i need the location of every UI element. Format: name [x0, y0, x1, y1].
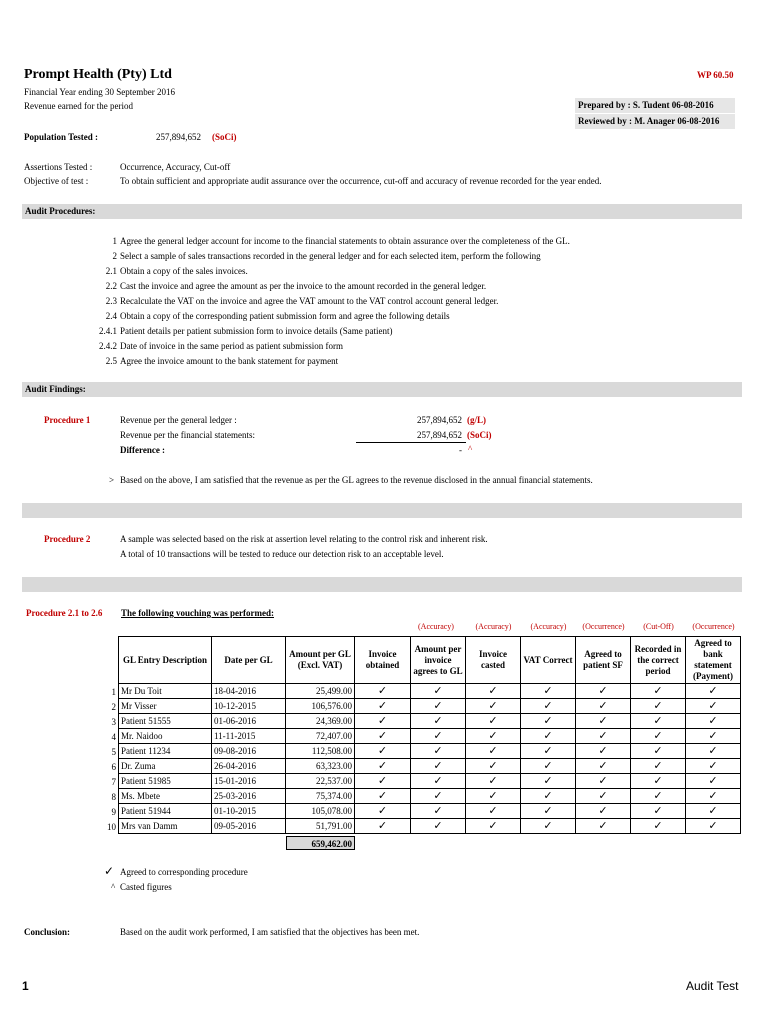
amount-cell: 63,323.00	[286, 759, 355, 774]
amount-cell: 25,499.00	[286, 684, 355, 699]
check-icon: ✓	[631, 684, 686, 699]
population-ref: (SoCi)	[212, 132, 237, 142]
check-icon: ✓	[355, 729, 411, 744]
separator-bar	[22, 577, 742, 592]
check-icon: ✓	[411, 714, 466, 729]
check-icon: ✓	[411, 744, 466, 759]
sum-line	[356, 442, 466, 444]
check-icon: ✓	[631, 729, 686, 744]
check-icon: ✓	[631, 804, 686, 819]
check-icon: ✓	[686, 744, 741, 759]
date-cell: 15-01-2016	[212, 774, 286, 789]
check-icon: ✓	[411, 804, 466, 819]
step-text: Date of invoice in the same period as patient submission form	[120, 341, 343, 351]
category-label: (Accuracy)	[418, 622, 454, 631]
row-number: 1	[111, 687, 116, 697]
step-number: 2	[112, 251, 117, 261]
prepared-by	[575, 98, 735, 113]
table-row	[119, 744, 741, 759]
check-icon: ✓	[686, 819, 741, 834]
desc-cell: Mr Du Toit	[119, 684, 212, 699]
desc-cell: Mr. Naidoo	[119, 729, 212, 744]
check-icon: ✓	[521, 684, 576, 699]
fs-label: Revenue per the financial statements:	[120, 430, 255, 440]
check-icon: ✓	[466, 789, 521, 804]
category-label: (Accuracy)	[530, 622, 567, 631]
check-icon: ✓	[631, 789, 686, 804]
check-icon: ✓	[521, 729, 576, 744]
desc-cell: Mrs van Damm	[119, 819, 212, 834]
amount-cell: 105,078.00	[286, 804, 355, 819]
check-icon: ✓	[631, 774, 686, 789]
check-icon: ✓	[355, 759, 411, 774]
footer-title: Audit Test	[686, 979, 739, 993]
working-paper-ref: WP 60.50	[697, 70, 734, 80]
amount-cell: 51,791.00	[286, 819, 355, 834]
check-icon: ✓	[576, 744, 631, 759]
table-row	[119, 759, 741, 774]
gl-value: 257,894,652	[417, 415, 462, 425]
step-text: Patient details per patient submission form to invoice details (Same patient)	[120, 326, 393, 336]
diff-label: Difference :	[120, 445, 166, 455]
objective-label: Objective of test :	[24, 176, 89, 186]
check-icon: ✓	[411, 684, 466, 699]
check-icon: ✓	[466, 819, 521, 834]
check-icon: ✓	[411, 774, 466, 789]
check-icon: ✓	[576, 819, 631, 834]
table-row	[119, 804, 741, 819]
column-header: VAT Correct	[521, 637, 576, 684]
step-number: 1	[112, 236, 117, 246]
check-icon: ✓	[576, 759, 631, 774]
check-icon: ✓	[576, 699, 631, 714]
step-number: 2.3	[105, 296, 117, 306]
separator-bar	[22, 503, 742, 518]
desc-cell: Patient 51944	[119, 804, 212, 819]
vouching-table	[118, 636, 741, 834]
check-icon: ✓	[411, 729, 466, 744]
check-icon: ✓	[355, 684, 411, 699]
desc-cell: Ms. Mbete	[119, 789, 212, 804]
table-row	[119, 684, 741, 699]
gl-ref: (g/L)	[467, 415, 486, 425]
procedure-1-note: Based on the above, I am satisfied that the revenue as per the GL agrees to the revenue disclosed in the annual financial statements.	[120, 475, 593, 485]
column-header: Invoice obtained	[355, 637, 411, 684]
check-icon: ✓	[411, 759, 466, 774]
date-cell: 09-08-2016	[212, 744, 286, 759]
check-icon: ✓	[686, 759, 741, 774]
check-icon: ✓	[576, 804, 631, 819]
column-header: Agreed to bank statement (Payment)	[686, 637, 741, 684]
table-row	[119, 699, 741, 714]
check-icon: ✓	[576, 789, 631, 804]
check-icon: ✓	[686, 699, 741, 714]
procedure-1-label: Procedure 1	[44, 415, 91, 425]
desc-cell: Dr. Zuma	[119, 759, 212, 774]
assertions-label: Assertions Tested :	[24, 162, 93, 172]
check-icon: ✓	[466, 684, 521, 699]
step-text: Agree the general ledger account for income to the financial statements to obtain assurance over the completeness of the GL.	[120, 236, 570, 246]
check-icon: ✓	[355, 789, 411, 804]
check-icon: ✓	[521, 774, 576, 789]
row-number: 8	[111, 792, 116, 802]
check-icon: ✓	[686, 684, 741, 699]
column-header: Invoice casted	[466, 637, 521, 684]
amount-total: 659,462.00	[286, 836, 355, 850]
amount-cell: 106,576.00	[286, 699, 355, 714]
category-label: (Occurrence)	[582, 622, 625, 631]
conclusion-text: Based on the audit work performed, I am satisfied that the objectives has been met.	[120, 927, 420, 937]
row-number: 6	[111, 762, 116, 772]
check-icon: ✓	[686, 729, 741, 744]
step-text: Cast the invoice and agree the amount as per the invoice to the amount recorded in the general ledger.	[120, 281, 487, 291]
amount-cell: 22,537.00	[286, 774, 355, 789]
check-icon: ✓	[576, 714, 631, 729]
check-icon: ✓	[355, 774, 411, 789]
reviewed-by	[575, 114, 735, 129]
check-icon: ✓	[631, 759, 686, 774]
step-number: 2.5	[105, 356, 117, 366]
procedure-2-line2: A total of 10 transactions will be tested to reduce our detection risk to an acceptable level.	[120, 549, 444, 559]
column-header: Amount per invoice agrees to GL	[411, 637, 466, 684]
row-number: 9	[111, 807, 116, 817]
amount-cell: 72,407.00	[286, 729, 355, 744]
check-icon: ✓	[576, 684, 631, 699]
check-icon: ✓	[411, 819, 466, 834]
procedure-2-line1: A sample was selected based on the risk at assertion level relating to the control risk and inherent risk.	[120, 534, 488, 544]
step-text: Obtain a copy of the corresponding patient submission form and agree the following details	[120, 311, 450, 321]
row-number: 4	[111, 732, 116, 742]
check-icon: ✓	[355, 804, 411, 819]
audit-findings-title: Audit Findings:	[25, 384, 86, 394]
check-icon: ✓	[355, 819, 411, 834]
page-number: 1	[22, 979, 29, 993]
conclusion-label: Conclusion:	[24, 927, 71, 937]
table-row	[119, 819, 741, 834]
check-icon: ✓	[576, 729, 631, 744]
step-number: 2.2	[105, 281, 117, 291]
table-row	[119, 789, 741, 804]
prepared-by-text: Prepared by : S. Tudent 06-08-2016	[578, 100, 714, 110]
date-cell: 25-03-2016	[212, 789, 286, 804]
check-icon: ✓	[466, 774, 521, 789]
check-icon: ✓	[466, 804, 521, 819]
step-text: Obtain a copy of the sales invoices.	[120, 266, 248, 276]
check-icon: ✓	[521, 819, 576, 834]
step-number: 2.4.1	[99, 326, 117, 336]
reviewed-by-text: Reviewed by : M. Anager 06-08-2016	[578, 116, 720, 126]
check-icon: ✓	[355, 714, 411, 729]
row-number: 5	[111, 747, 116, 757]
step-text: Recalculate the VAT on the invoice and agree the VAT amount to the VAT control account general ledger.	[120, 296, 499, 306]
row-number: 10	[107, 822, 116, 832]
caret-icon: ^	[111, 882, 116, 892]
table-row	[119, 774, 741, 789]
column-header: Recorded in the correct period	[631, 637, 686, 684]
assertions-value: Occurrence, Accuracy, Cut-off	[120, 162, 231, 172]
population-label: Population Tested :	[24, 132, 99, 142]
check-icon: ✓	[411, 699, 466, 714]
check-icon: ✓	[521, 744, 576, 759]
check-icon: ✓	[686, 774, 741, 789]
amount-cell: 24,369.00	[286, 714, 355, 729]
check-icon: ✓	[411, 789, 466, 804]
date-cell: 01-06-2016	[212, 714, 286, 729]
objective-value: To obtain sufficient and appropriate audit assurance over the occurrence, cut-off and accuracy of revenue recorded for the year ended.	[120, 176, 602, 186]
column-header: Date per GL	[212, 637, 286, 684]
table-row	[119, 714, 741, 729]
table-header-row	[119, 637, 741, 684]
check-icon: ✓	[521, 759, 576, 774]
date-cell: 11-11-2015	[212, 729, 286, 744]
audit-findings-bar	[22, 382, 742, 397]
check-icon: ✓	[466, 714, 521, 729]
category-label: (Accuracy)	[475, 622, 512, 631]
check-icon: ✓	[355, 699, 411, 714]
check-icon: ✓	[631, 699, 686, 714]
legend-tick-text: Agreed to corresponding procedure	[120, 867, 248, 877]
financial-year: Financial Year ending 30 September 2016	[24, 87, 175, 97]
audit-procedures-title: Audit Procedures:	[25, 206, 96, 216]
desc-cell: Mr Visser	[119, 699, 212, 714]
row-number: 7	[111, 777, 116, 787]
desc-cell: Patient 51555	[119, 714, 212, 729]
date-cell: 01-10-2015	[212, 804, 286, 819]
check-icon: ✓	[521, 699, 576, 714]
check-icon: ✓	[631, 819, 686, 834]
check-icon: ✓	[466, 729, 521, 744]
row-number: 3	[111, 717, 116, 727]
check-icon: ✓	[466, 744, 521, 759]
desc-cell: Patient 11234	[119, 744, 212, 759]
step-text: Agree the invoice amount to the bank statement for payment	[120, 356, 339, 366]
procedure-2-6-label: Procedure 2.1 to 2.6	[26, 608, 103, 618]
amount-cell: 75,374.00	[286, 789, 355, 804]
diff-caret: ^	[468, 444, 473, 454]
category-label: (Cut-Off)	[643, 622, 674, 631]
table-row	[119, 729, 741, 744]
population-value: 257,894,652	[156, 132, 201, 142]
date-cell: 18-04-2016	[212, 684, 286, 699]
date-cell: 10-12-2015	[212, 699, 286, 714]
desc-cell: Patient 51985	[119, 774, 212, 789]
step-number: 2.4.2	[99, 341, 117, 351]
column-header: Agreed to patient SF	[576, 637, 631, 684]
step-text: Select a sample of sales transactions recorded in the general ledger and for each selected item, perform the following	[120, 251, 541, 261]
audit-procedures-bar	[22, 204, 742, 219]
check-icon: ✓	[521, 789, 576, 804]
column-header: GL Entry Description	[119, 637, 212, 684]
row-number: 2	[111, 702, 116, 712]
check-icon: ✓	[686, 714, 741, 729]
check-icon: ✓	[104, 864, 115, 878]
diff-value: -	[459, 445, 462, 455]
check-icon: ✓	[355, 744, 411, 759]
check-icon: ✓	[521, 714, 576, 729]
subtitle: Revenue earned for the period	[24, 101, 133, 111]
check-icon: ✓	[631, 744, 686, 759]
check-icon: ✓	[631, 714, 686, 729]
step-number: 2.4	[105, 311, 117, 321]
date-cell: 26-04-2016	[212, 759, 286, 774]
amount-cell: 112,508.00	[286, 744, 355, 759]
check-icon: ✓	[686, 789, 741, 804]
check-icon: ✓	[466, 759, 521, 774]
note-marker: >	[109, 475, 115, 485]
fs-value: 257,894,652	[417, 430, 462, 440]
column-header: Amount per GL (Excl. VAT)	[286, 637, 355, 684]
legend-caret-text: Casted figures	[120, 882, 172, 892]
check-icon: ✓	[466, 699, 521, 714]
fs-ref: (SoCi)	[467, 430, 492, 440]
step-number: 2.1	[105, 266, 117, 276]
check-icon: ✓	[576, 774, 631, 789]
date-cell: 09-05-2016	[212, 819, 286, 834]
category-label: (Occurrence)	[692, 622, 735, 631]
gl-label: Revenue per the general ledger :	[120, 415, 237, 425]
procedure-2-label: Procedure 2	[44, 534, 91, 544]
check-icon: ✓	[686, 804, 741, 819]
vouching-title: The following vouching was performed:	[121, 608, 274, 618]
company-name: Prompt Health (Pty) Ltd	[24, 67, 172, 82]
check-icon: ✓	[521, 804, 576, 819]
